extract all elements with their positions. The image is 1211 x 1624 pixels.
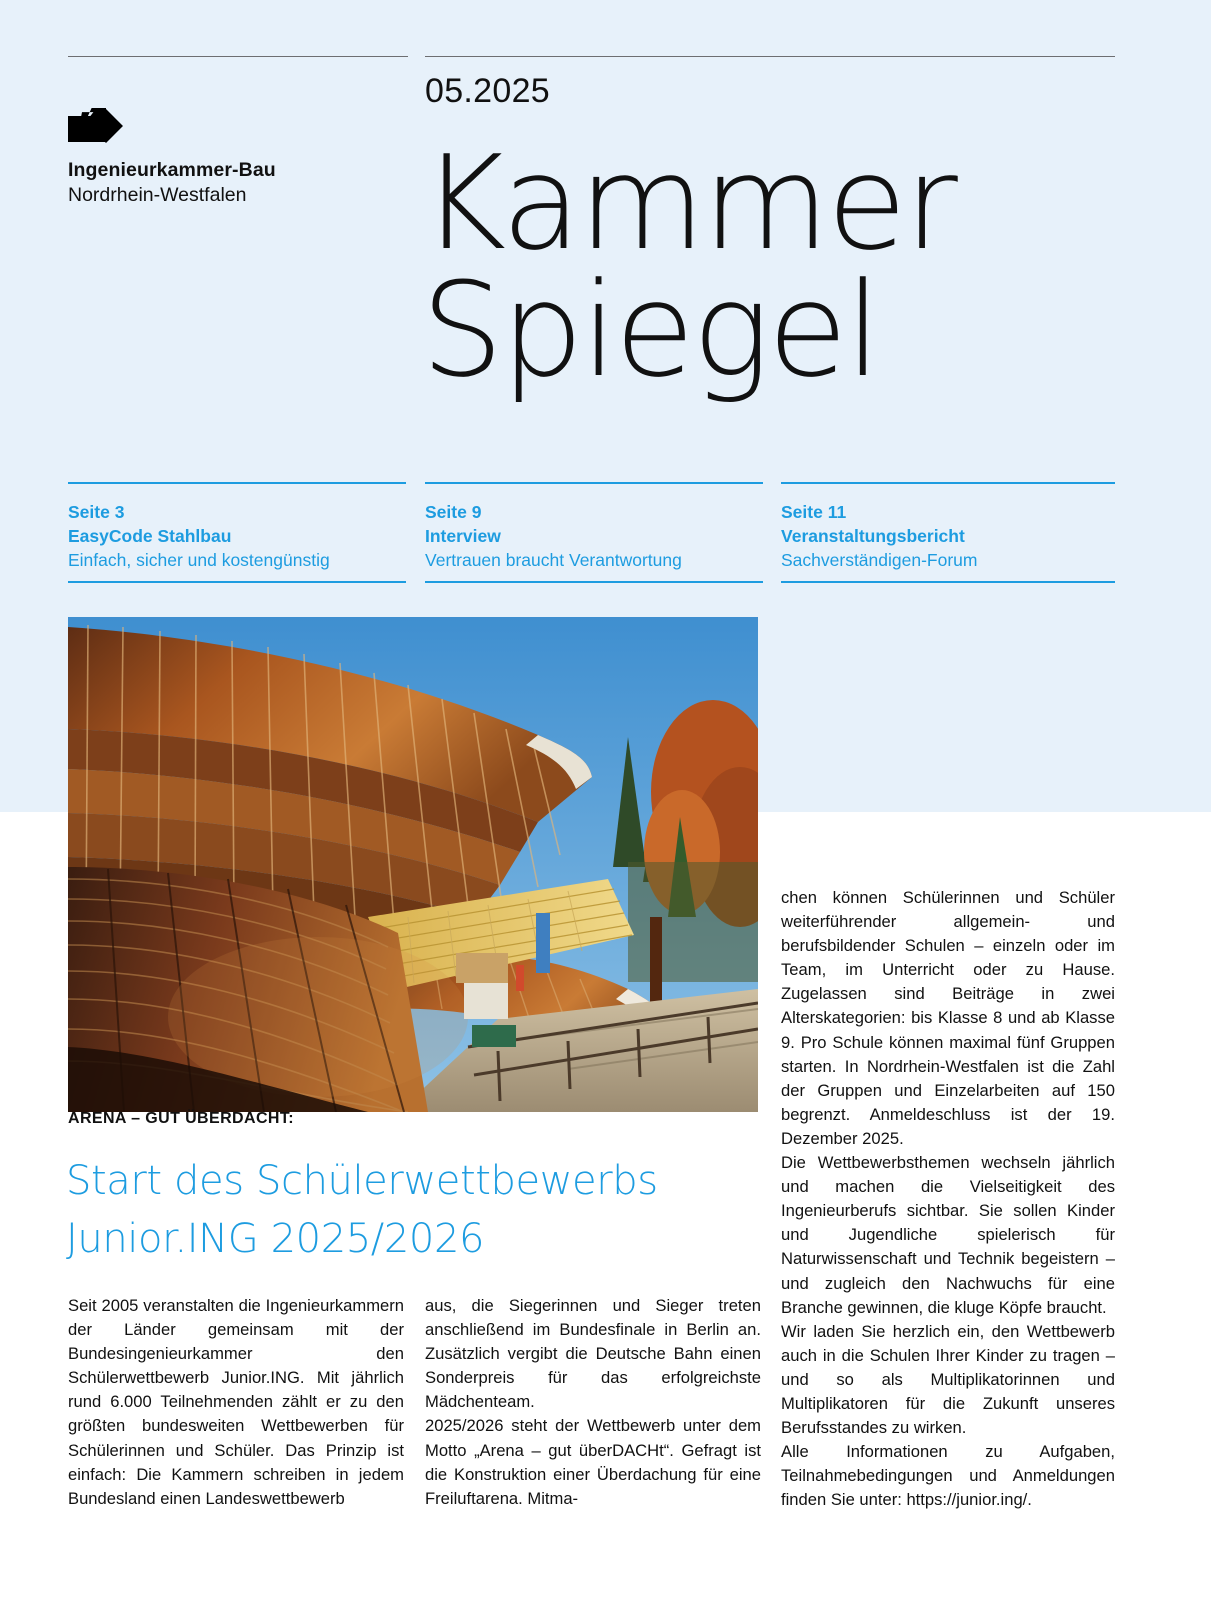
teaser-top-rule	[781, 482, 1115, 484]
article-column-1	[68, 1294, 404, 1511]
teaser-subtitle: Sachverständigen-Forum	[781, 549, 978, 570]
teaser-title: EasyCode Stahlbau	[68, 525, 232, 546]
article-kicker: ARENA – GUT ÜBERDACHT:	[68, 1110, 294, 1127]
paragraph: chen können Schülerinnen und Schüler weiterführender allgemein- und berufsbildender Schulen – einzeln oder im Team, im Unterricht oder zu Hause. Zugelassen sind Beiträge in zwei Alterskategorien: bis Klasse 8 und ab Klasse 9. Pro Schule können maximal fünf Gruppen starten. In Nordrhein-Westfalen ist die Zahl der Gruppen und Einzelarbeiten auf 150 begrenzt. Anmeldeschluss ist der 19. Dezember 2025.	[781, 888, 1115, 1148]
article-headline-line-1: Start des Schülerwettbewerbs	[66, 1158, 658, 1204]
paragraph: Alle Informationen zu Aufgaben, Teilnahmebedingungen und Anmeldungen finden Sie unter: https://junior.ing/.	[781, 1442, 1115, 1510]
paragraph: aus, die Siegerinnen und Sieger treten anschließend im Bundesfinale in Berlin an. Zusätzlich vergibt die Deutsche Bahn einen Sonderpreis für das erfolgreichste Mädchenteam.	[425, 1296, 761, 1412]
article-headline	[66, 1152, 766, 1269]
paragraph: 2025/2026 steht der Wettbewerb unter dem Motto „Arena – gut überDACHt“. Gefragt ist die Konstruktion einer Überdachung für eine Freiluftarena. Mitma-	[425, 1416, 761, 1508]
teaser-subtitle: Einfach, sicher und kostengünstig	[68, 549, 330, 570]
teaser-subtitle: Vertrauen braucht Verantwortung	[425, 549, 682, 570]
publication-title	[421, 127, 1121, 407]
teaser-title: Interview	[425, 525, 501, 546]
teaser-bottom-rule	[781, 581, 1115, 583]
chamber-logo	[68, 108, 398, 208]
article-headline-line-2: Junior.ING 2025/2026	[66, 1216, 485, 1263]
teaser-page-label: Seite 3	[68, 501, 125, 522]
paragraph: Die Wettbewerbsthemen wechseln jährlich und machen die Vielseitigkeit des Ingenieurberufs sichtbar. Sie sollen Kinder und Jugendliche spielerisch für Naturwissenschaft und Technik begeistern – und zugleich den Nachwuchs für eine Branche gewinnen, die kluge Köpfe braucht.	[781, 1153, 1115, 1317]
article-column-2	[425, 1294, 761, 1511]
teaser-row	[0, 482, 1211, 592]
publication-title-line-1: Kammer	[421, 127, 956, 279]
issue-date: 05.2025	[425, 72, 551, 110]
teaser-item-seite-9[interactable]	[425, 482, 763, 572]
teaser-page-label: Seite 9	[425, 501, 482, 522]
article-column-3	[781, 886, 1115, 1512]
masthead-rule-left	[68, 56, 408, 57]
teaser-bottom-rule	[68, 581, 406, 583]
teaser-item-seite-3[interactable]	[68, 482, 406, 572]
teaser-page-label: Seite 11	[781, 501, 847, 522]
ingenieurkammer-logo-icon	[68, 108, 126, 150]
logo-organisation-name: Ingenieurkammer-Bau	[68, 159, 276, 181]
masthead	[0, 0, 1211, 470]
hero-photo-arena	[68, 617, 758, 1112]
logo-region-name: Nordrhein-Westfalen	[68, 183, 247, 206]
teaser-top-rule	[425, 482, 763, 484]
masthead-rule-right	[425, 56, 1115, 57]
teaser-bottom-rule	[425, 581, 763, 583]
paragraph: Wir laden Sie herzlich ein, den Wettbewerb auch in die Schulen Ihrer Kinder zu tragen – und so als Multiplikatorinnen und Multiplikatoren für die Zukunft unseres Berufsstandes zu wirken.	[781, 1321, 1115, 1438]
paragraph: Seit 2005 veranstalten die Ingenieurkammern der Länder gemeinsam mit der Bundesingenieurkammer den Schülerwettbewerb Junior.ING. Mit jährlich rund 6.000 Teilnehmenden zählt er zu den größten bundesweiten Wettbewerben für Schülerinnen und Schüler. Das Prinzip ist einfach: Die Kammern schreiben in jedem Bundesland einen Landeswettbewerb	[68, 1296, 404, 1508]
teaser-top-rule	[68, 482, 406, 484]
teaser-item-seite-11[interactable]	[781, 482, 1115, 572]
teaser-title: Veranstaltungsbericht	[781, 525, 965, 546]
publication-title-line-2: Spiegel	[421, 254, 879, 407]
